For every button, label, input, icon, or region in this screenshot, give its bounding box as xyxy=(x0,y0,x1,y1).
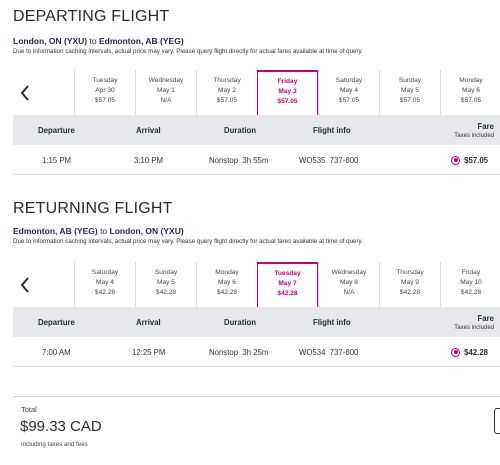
day-weekday: Saturday xyxy=(335,77,363,84)
col-fare xyxy=(454,115,494,145)
returning-destination: London, ON (YXU) xyxy=(109,226,184,236)
col-departure: Departure xyxy=(38,125,75,135)
fare-price: $57.05 xyxy=(464,155,488,165)
day-date: May 8 xyxy=(340,279,358,286)
returning-day-4[interactable] xyxy=(318,262,379,307)
day-weekday: Monday xyxy=(459,77,483,84)
day-weekday: Tuesday xyxy=(274,270,301,277)
departing-prev-dates-button[interactable] xyxy=(13,70,37,115)
col-flight-info: Flight info xyxy=(313,125,351,135)
day-date: May 6 xyxy=(218,279,236,286)
returning-date-strip xyxy=(13,262,500,307)
day-price: $42.28 xyxy=(399,289,421,296)
returning-route xyxy=(13,226,184,236)
fare-sublabel: Taxes included xyxy=(454,324,494,331)
day-price: $57.05 xyxy=(277,98,298,105)
departing-title: DEPARTING FLIGHT xyxy=(13,8,170,25)
fare-label: Fare xyxy=(477,313,494,323)
continue-button[interactable] xyxy=(494,408,500,434)
departing-day-6[interactable] xyxy=(440,70,500,115)
day-date: Apr 30 xyxy=(95,87,115,94)
departing-destination: Edmonton, AB (YEG) xyxy=(98,36,184,46)
day-price: $42.28 xyxy=(460,289,482,296)
day-price: $57.05 xyxy=(338,97,360,104)
col-fare xyxy=(454,307,494,337)
day-weekday: Thursday xyxy=(396,269,424,276)
day-weekday: Sunday xyxy=(398,77,422,84)
total-label: Total xyxy=(21,405,37,414)
day-weekday: Thursday xyxy=(213,77,241,84)
fare-sublabel: Taxes included xyxy=(454,132,494,139)
day-price: N/A xyxy=(343,289,355,296)
flight-duration: Nonstop 3h 25m xyxy=(209,347,269,357)
departing-table-header xyxy=(13,115,500,145)
departing-day-0[interactable] xyxy=(74,70,135,115)
returning-day-2[interactable] xyxy=(196,262,257,307)
col-arrival: Arrival xyxy=(136,125,161,135)
day-weekday: Sunday xyxy=(154,269,178,276)
day-date: May 1 xyxy=(157,87,175,94)
flight-arrival-time: 3:10 PM xyxy=(134,155,164,165)
day-price: $42.28 xyxy=(277,290,298,297)
col-duration: Duration xyxy=(224,317,257,327)
departing-day-1[interactable] xyxy=(135,70,196,115)
day-date: May 5 xyxy=(401,87,419,94)
departing-date-strip xyxy=(13,70,500,115)
day-price: $42.28 xyxy=(155,289,177,296)
day-price: $42.28 xyxy=(94,289,116,296)
total-summary xyxy=(13,396,500,465)
flight-info: WO534 737-800 xyxy=(299,347,359,357)
returning-day-1[interactable] xyxy=(135,262,196,307)
total-amount: $99.33 CAD xyxy=(20,418,102,435)
day-weekday: Wednesday xyxy=(148,77,184,84)
day-weekday: Tuesday xyxy=(92,77,118,84)
returning-connector: to xyxy=(100,226,108,236)
departing-route xyxy=(13,36,184,46)
fare-price: $42.28 xyxy=(464,347,488,357)
day-price: $57.05 xyxy=(94,97,116,104)
day-weekday: Friday xyxy=(277,78,298,85)
flight-departure-time: 1:15 PM xyxy=(42,155,72,165)
flight-departure-time: 7:00 AM xyxy=(42,347,71,357)
departing-day-2[interactable] xyxy=(196,70,257,115)
returning-title: RETURNING FLIGHT xyxy=(13,200,173,217)
day-date: May 10 xyxy=(460,279,482,286)
day-weekday: Monday xyxy=(215,269,239,276)
day-price: $42.28 xyxy=(216,289,238,296)
col-arrival: Arrival xyxy=(136,317,161,327)
flight-info: WO535 737-800 xyxy=(299,155,359,165)
day-price: $57.05 xyxy=(216,97,238,104)
departing-flight-row[interactable] xyxy=(13,145,500,175)
day-date: May 6 xyxy=(462,87,480,94)
departing-section xyxy=(0,0,500,180)
departing-fare-option[interactable] xyxy=(451,145,488,175)
day-date: May 7 xyxy=(278,280,297,287)
total-note: Including taxes and fees xyxy=(21,441,88,448)
returning-table-header xyxy=(13,307,500,337)
returning-fare-option[interactable] xyxy=(451,337,488,367)
returning-day-0[interactable] xyxy=(74,262,135,307)
radio-selected-icon[interactable] xyxy=(451,348,460,357)
col-departure: Departure xyxy=(38,317,75,327)
day-weekday: Wednesday xyxy=(331,269,367,276)
col-flight-info: Flight info xyxy=(313,317,351,327)
day-date: May 4 xyxy=(96,279,114,286)
day-price: N/A xyxy=(160,97,172,104)
fare-label: Fare xyxy=(477,121,494,131)
day-weekday: Saturday xyxy=(91,269,119,276)
departing-connector: to xyxy=(89,36,97,46)
departing-day-3-selected[interactable] xyxy=(257,70,318,115)
departing-disclaimer: Due to information caching intervals, actual price may vary. Please query flight directly for actual fares available at time of query. xyxy=(13,48,363,55)
flight-duration: Nonstop 3h 55m xyxy=(209,155,269,165)
returning-prev-dates-button[interactable] xyxy=(13,262,37,307)
radio-selected-icon[interactable] xyxy=(451,156,460,165)
col-duration: Duration xyxy=(224,125,257,135)
returning-day-6[interactable] xyxy=(440,262,500,307)
departing-origin: London, ON (YXU) xyxy=(13,36,88,46)
returning-disclaimer: Due to information caching intervals, actual price may vary. Please query flight directly for actual fares available at time of query. xyxy=(13,238,363,245)
returning-day-3-selected[interactable] xyxy=(257,262,318,307)
flight-arrival-time: 12:25 PM xyxy=(132,347,166,357)
day-price: $57.05 xyxy=(460,97,482,104)
returning-section xyxy=(0,190,500,370)
chevron-left-icon xyxy=(19,84,31,102)
departing-day-4[interactable] xyxy=(318,70,379,115)
returning-flight-row[interactable] xyxy=(13,337,500,367)
returning-day-5[interactable] xyxy=(379,262,440,307)
day-price: $57.05 xyxy=(399,97,421,104)
departing-day-5[interactable] xyxy=(379,70,440,115)
day-date: May 2 xyxy=(218,87,236,94)
day-date: May 3 xyxy=(278,88,297,95)
day-date: May 5 xyxy=(157,279,175,286)
day-date: May 4 xyxy=(340,87,358,94)
chevron-left-icon xyxy=(19,276,31,294)
day-weekday: Friday xyxy=(461,269,481,276)
day-date: May 9 xyxy=(401,279,419,286)
returning-origin: Edmonton, AB (YEG) xyxy=(13,226,98,236)
